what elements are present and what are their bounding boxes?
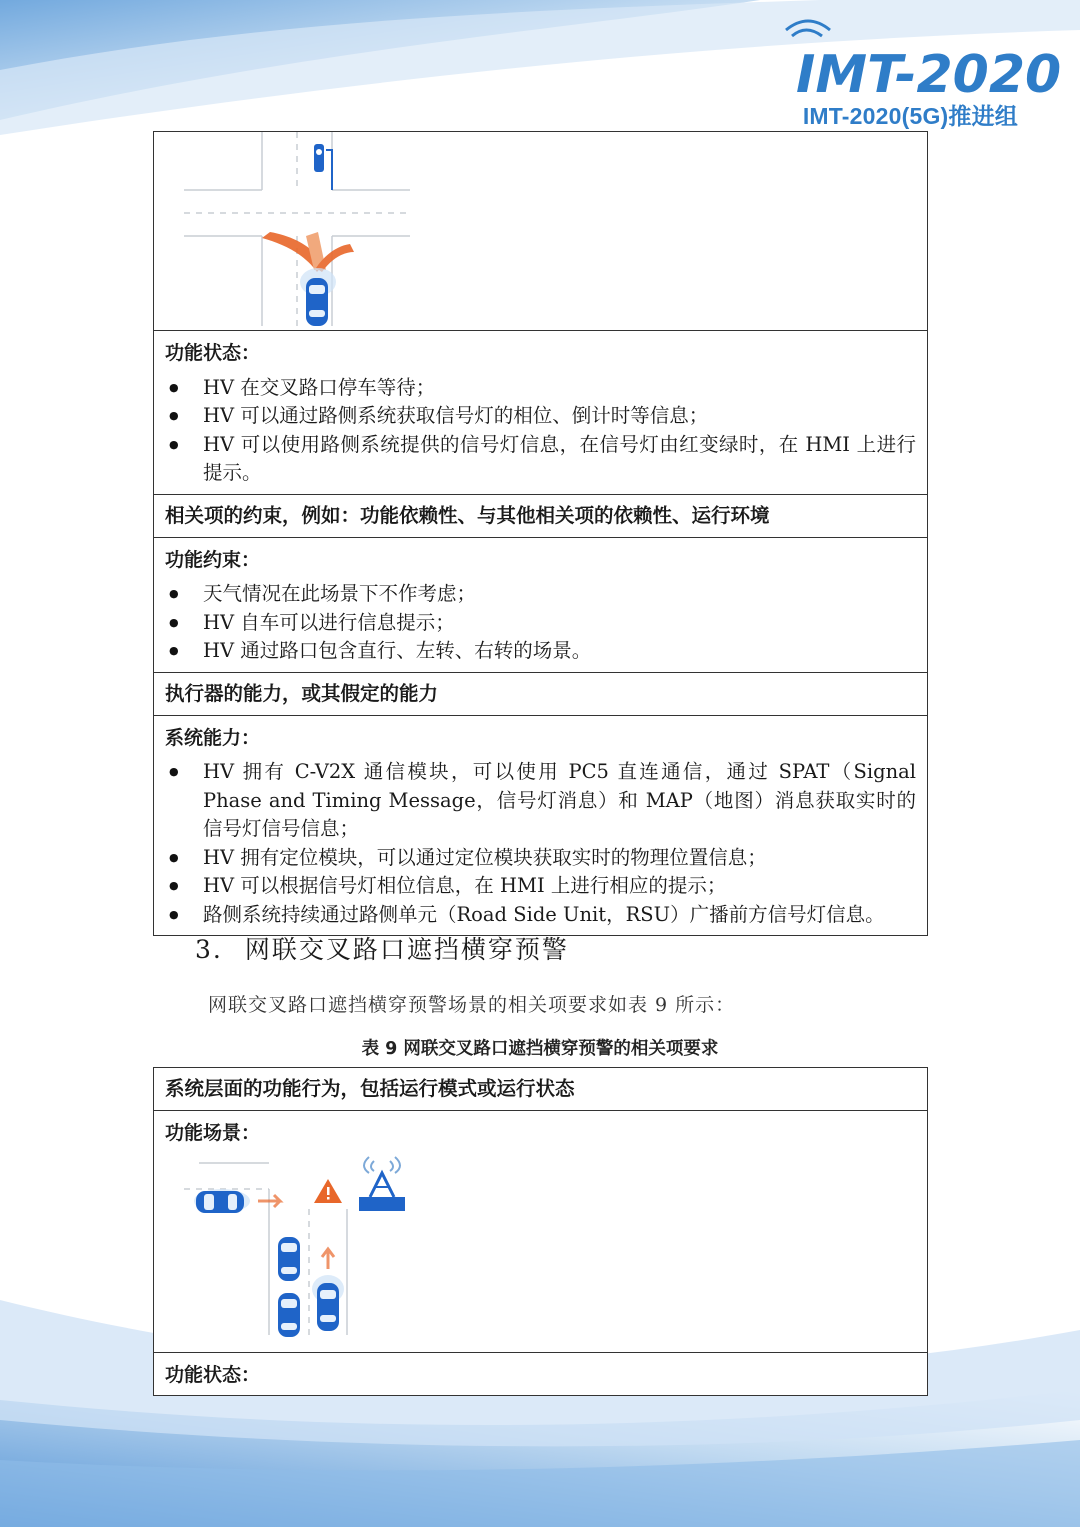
list-item: ● HV 拥有定位模块，可以通过定位模块获取实时的物理位置信息； xyxy=(165,844,916,873)
function-constraint-list xyxy=(165,580,916,666)
list-item: ● HV 拥有 C-V2X 通信模块，可以使用 PC5 直连通信，通过 SPAT（Signal Phase and Timing Message，信号灯消息）和 MAP（地图）消息获取实时的信号灯信号信息； xyxy=(165,758,916,844)
function-state-list xyxy=(165,374,916,488)
section-number: 3. xyxy=(195,935,223,964)
occluded-crossing-diagram xyxy=(174,1159,474,1345)
list-item: ● HV 可以使用路侧系统提供的信号灯信息，在信号灯由红变绿时，在 HMI 上进行提示。 xyxy=(165,431,916,488)
host-vehicle-icon xyxy=(312,1275,344,1331)
requirements-table-9 xyxy=(153,1067,928,1396)
function-scene-label: 功能场景： xyxy=(165,1122,261,1144)
list-item: ● 天气情况在此场景下不作考虑； xyxy=(165,580,916,609)
list-item: ● HV 可以根据信号灯相位信息，在 HMI 上进行相应的提示； xyxy=(165,872,916,901)
section-title: 网联交叉路口遮挡横穿预警 xyxy=(244,935,569,964)
function-constraint-row xyxy=(154,538,927,673)
scene-diagram-row xyxy=(154,132,927,331)
logo-subtitle: IMT-2020(5G)推进组 xyxy=(802,103,1018,129)
list-item: ● HV 可以通过路侧系统获取信号灯的相位、倒计时等信息； xyxy=(165,402,916,431)
table-caption: 表 9 网联交叉路口遮挡横穿预警的相关项要求 xyxy=(361,1039,719,1059)
parked-vehicle-icon xyxy=(278,1237,300,1281)
function-state-label: 功能状态： xyxy=(165,1364,261,1386)
list-item: ● 路侧系统持续通过路侧单元（Road Side Unit，RSU）广播前方信号灯信息。 xyxy=(165,901,916,930)
list-item: ● HV 自车可以进行信息提示； xyxy=(165,609,916,638)
host-vehicle-icon xyxy=(300,268,336,326)
function-state-label: 功能状态： xyxy=(165,342,261,364)
warning-triangle-icon xyxy=(314,1179,342,1203)
intro-paragraph: 网联交叉路口遮挡横穿预警场景的相关项要求如表 9 所示： xyxy=(208,994,736,1016)
green-light-arrows-icon xyxy=(262,232,354,272)
constraint-header-row: 相关项的约束，例如：功能依赖性、与其他相关项的依赖性、运行环境 xyxy=(154,495,927,538)
intersection-green-light-diagram xyxy=(154,132,925,329)
function-behavior-header-row: 系统层面的功能行为，包括运行模式或运行状态 xyxy=(154,1068,927,1111)
system-capability-row xyxy=(154,716,927,936)
capability-header-row: 执行器的能力，或其假定的能力 xyxy=(154,673,927,716)
function-state-row xyxy=(154,1353,927,1395)
function-state-row xyxy=(154,331,927,495)
rsu-antenna-icon xyxy=(359,1157,405,1211)
logo-main-text: IMT-2020 xyxy=(796,45,1062,105)
list-item: ● HV 在交叉路口停车等待； xyxy=(165,374,916,403)
list-item: ● HV 通过路口包含直行、左转、右转的场景。 xyxy=(165,637,916,666)
system-capability-label: 系统能力： xyxy=(165,726,261,749)
parked-vehicle-icon xyxy=(278,1293,300,1337)
function-scene-row xyxy=(154,1111,927,1353)
section-heading xyxy=(195,930,569,966)
requirements-table-8 xyxy=(153,131,928,936)
forward-arrow-icon xyxy=(322,1249,334,1269)
crossing-vehicle-icon xyxy=(194,1189,250,1213)
system-capability-list xyxy=(165,758,916,929)
function-constraint-label: 功能约束： xyxy=(165,548,261,571)
traffic-light-icon xyxy=(314,144,332,190)
